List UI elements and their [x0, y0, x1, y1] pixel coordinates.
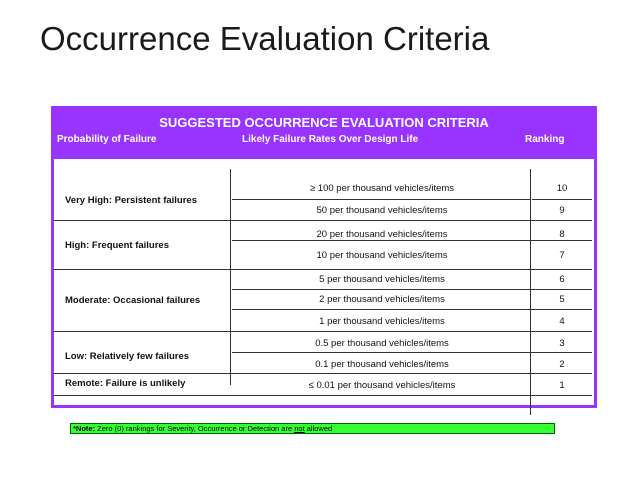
category-divider	[54, 220, 592, 221]
occurrence-criteria-table	[51, 106, 597, 408]
row-divider	[532, 199, 592, 200]
column-header-failure-rates: Likely Failure Rates Over Design Life	[242, 134, 419, 145]
table-header-title: SUGGESTED OCCURRENCE EVALUATION CRITERIA	[159, 115, 489, 130]
failure-rate-cell: 50 per thousand vehicles/items	[316, 205, 448, 216]
failure-rate-cell: 0.5 per thousand vehicles/items	[315, 338, 449, 349]
ranking-cell: 2	[559, 359, 565, 370]
category-label-low: Low: Relatively few failures	[65, 351, 190, 362]
ranking-cell: 3	[559, 338, 565, 349]
note-suffix: allowed	[304, 424, 333, 433]
ranking-cell: 7	[559, 250, 565, 261]
table-bottom-divider	[54, 395, 592, 396]
failure-rate-cell: 10 per thousand vehicles/items	[316, 250, 448, 261]
table-body	[54, 159, 594, 405]
row-divider	[232, 352, 592, 353]
category-divider	[54, 269, 592, 270]
failure-rate-cell: ≥ 100 per thousand vehicles/items	[309, 183, 455, 194]
slide-title: Occurrence Evaluation Criteria	[40, 20, 490, 57]
category-label-remote: Remote: Failure is unlikely	[65, 378, 186, 389]
category-divider	[54, 373, 592, 374]
column-divider-left	[230, 169, 231, 385]
ranking-cell: 4	[559, 316, 565, 327]
ranking-cell: 9	[559, 205, 565, 216]
row-divider	[232, 199, 530, 200]
note-box	[70, 423, 555, 434]
column-header-probability: Probability of Failure	[57, 134, 157, 145]
ranking-cell: 10	[556, 183, 568, 194]
category-divider	[54, 331, 592, 332]
note-prefix: *Note:	[73, 424, 96, 433]
row-divider	[232, 309, 592, 310]
failure-rate-cell: 2 per thousand vehicles/items	[319, 294, 445, 305]
ranking-cell: 8	[559, 229, 565, 240]
failure-rate-cell: 20 per thousand vehicles/items	[316, 229, 448, 240]
failure-rate-cell: ≤ 0.01 per thousand vehicles/items	[308, 380, 456, 391]
row-divider	[232, 289, 592, 290]
category-label-very-high: Very High: Persistent failures	[65, 195, 197, 206]
table-header	[54, 109, 594, 159]
row-divider	[232, 240, 592, 241]
ranking-cell: 6	[559, 274, 565, 285]
failure-rate-cell: 0.1 per thousand vehicles/items	[315, 359, 449, 370]
failure-rate-cell: 1 per thousand vehicles/items	[319, 316, 445, 327]
note-underlined-word: not	[294, 424, 305, 433]
note-text: Zero (0) rankings for Severity, Occurrence or Detection are	[95, 424, 295, 433]
column-header-ranking: Ranking	[525, 134, 565, 145]
category-label-moderate: Moderate: Occasional failures	[65, 295, 201, 306]
ranking-cell: 1	[559, 380, 565, 391]
category-label-high: High: Frequent failures	[65, 240, 169, 251]
ranking-cell: 5	[559, 294, 565, 305]
failure-rate-cell: 5 per thousand vehicles/items	[319, 274, 445, 285]
